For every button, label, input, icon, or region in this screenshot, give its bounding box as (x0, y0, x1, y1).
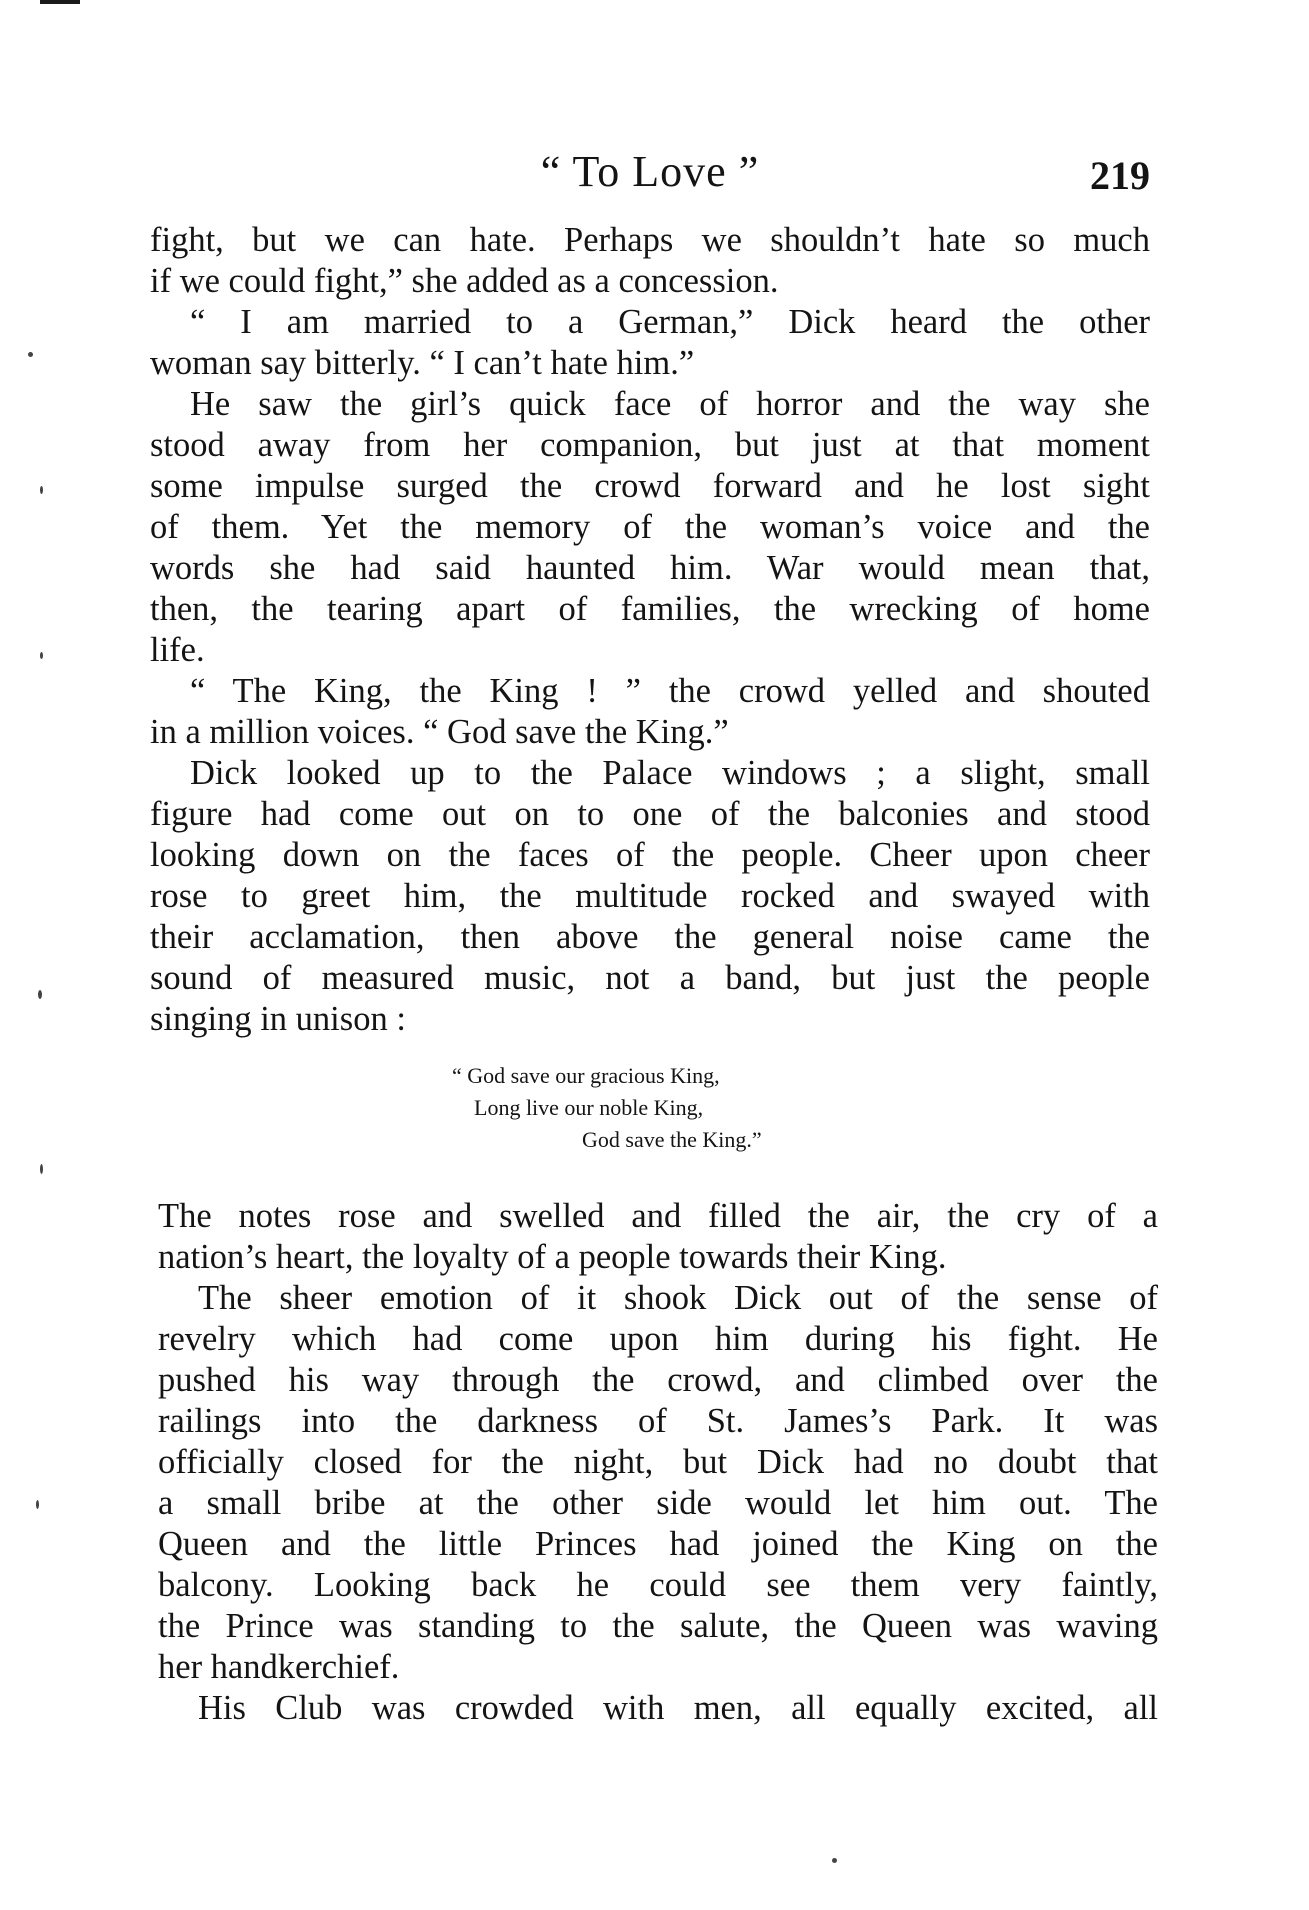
page-number: 219 (1090, 153, 1150, 198)
text-line: pushed his way through the crowd, and climbed over the (158, 1361, 1158, 1399)
text-line: looking down on the faces of the people. Cheer upon cheer (150, 836, 1150, 874)
text-line: fight, but we can hate. Perhaps we shouldn’t hate so much (150, 221, 1150, 259)
text-line: a small bribe at the other side would let him out. The (158, 1484, 1158, 1522)
scan-speck (36, 1500, 39, 1509)
text-line: her handkerchief. (158, 1648, 400, 1686)
text-line: woman say bitterly. “ I can’t hate him.” (150, 344, 695, 382)
text-line: of them. Yet the memory of the woman’s voice and the (150, 508, 1150, 546)
verse-line: “ God save our gracious King, (452, 1063, 720, 1088)
text-line: His Club was crowded with men, all equally excited, all (198, 1689, 1158, 1727)
text-line: their acclamation, then above the general noise came the (150, 918, 1150, 956)
body-text-bottom (158, 1196, 1158, 1729)
text-line: The sheer emotion of it shook Dick out of the sense of (198, 1279, 1158, 1317)
page-header (150, 140, 1150, 200)
text-line: figure had come out on to one of the balconies and stood (150, 795, 1150, 833)
text-line: life. (150, 631, 205, 669)
text-line: railings into the darkness of St. James’s Park. It was (158, 1402, 1158, 1440)
text-line: sound of measured music, not a band, but just the people (150, 959, 1150, 997)
text-line: Dick looked up to the Palace windows ; a slight, small (190, 754, 1150, 792)
scan-speck (38, 990, 42, 999)
scan-speck (40, 1164, 43, 1174)
scan-speck (28, 352, 33, 357)
body-text-top (150, 220, 1150, 1040)
text-line: nation’s heart, the loyalty of a people towards their King. (158, 1238, 947, 1276)
text-line: revelry which had come upon him during his fight. He (158, 1320, 1158, 1358)
scan-speck (40, 652, 43, 659)
text-line: “ I am married to a German,” Dick heard the other (190, 303, 1150, 341)
verse-line: Long live our noble King, (474, 1095, 704, 1120)
text-line: officially closed for the night, but Dick had no doubt that (158, 1443, 1158, 1481)
scan-speck (832, 1858, 837, 1863)
corner-rule (40, 0, 80, 4)
text-line: then, the tearing apart of families, the wrecking of home (150, 590, 1150, 628)
verse-line: God save the King.” (582, 1127, 762, 1152)
text-line: stood away from her companion, but just at that moment (150, 426, 1150, 464)
text-line: words she had said haunted him. War would mean that, (150, 549, 1150, 587)
text-line: “ The King, the King ! ” the crowd yelled and shouted (190, 672, 1150, 710)
text-line: if we could fight,” she added as a concession. (150, 262, 779, 300)
text-line: singing in unison : (150, 1000, 406, 1038)
text-line: rose to greet him, the multitude rocked and swayed with (150, 877, 1150, 915)
verse-quotation (150, 1060, 1150, 1156)
text-line: The notes rose and swelled and filled the air, the cry of a (158, 1197, 1158, 1235)
running-title: “ To Love ” (540, 147, 760, 196)
scan-speck (40, 486, 43, 494)
text-line: some impulse surged the crowd forward and he lost sight (150, 467, 1150, 505)
text-line: balcony. Looking back he could see them very faintly, (158, 1566, 1158, 1604)
text-line: He saw the girl’s quick face of horror and the way she (190, 385, 1150, 423)
text-line: the Prince was standing to the salute, the Queen was waving (158, 1607, 1158, 1645)
text-line: Queen and the little Princes had joined the King on the (158, 1525, 1158, 1563)
text-line: in a million voices. “ God save the King.” (150, 713, 729, 751)
